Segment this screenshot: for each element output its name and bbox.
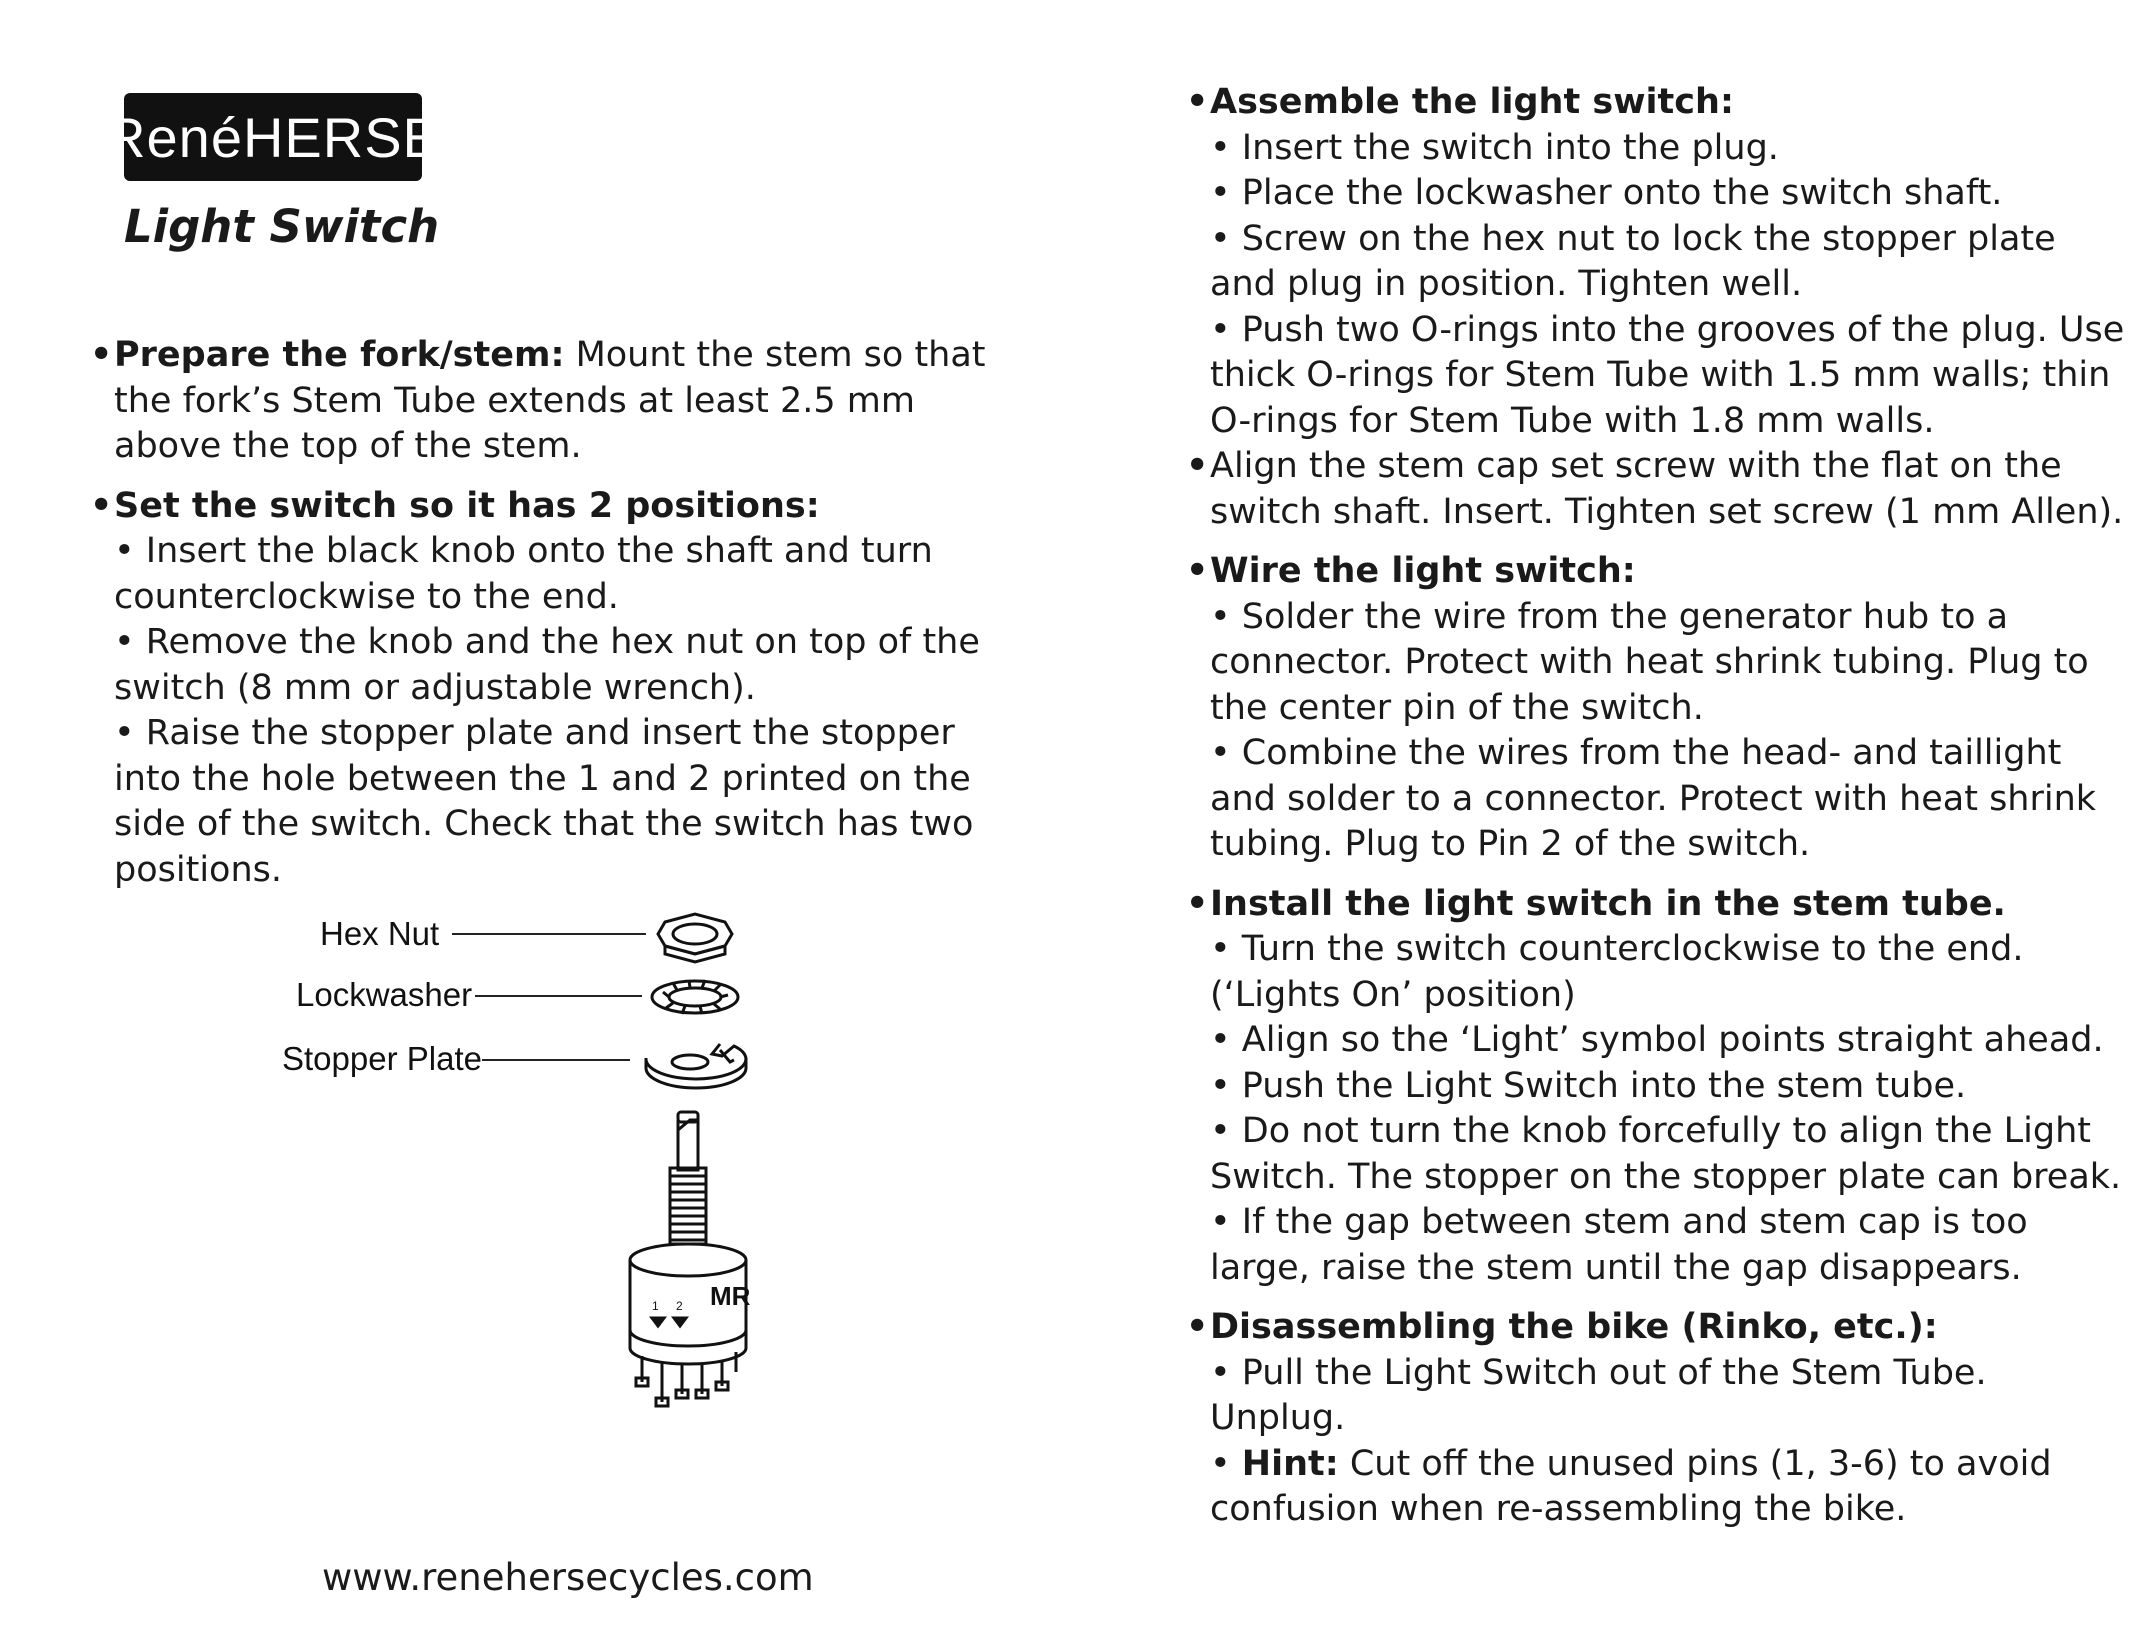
switch-marking: MR <box>710 1281 751 1311</box>
list-item: • Remove the knob and the hex nut on top of the switch (8 mm or adjustable wrench). <box>114 622 980 708</box>
list-item-text: Insert the black knob onto the shaft and turn counterclockwise to the end. <box>114 531 933 617</box>
logo-text: RenéHERSE <box>105 105 441 169</box>
list-item: • Place the lockwasher onto the switch shaft. <box>1210 173 2003 213</box>
pin-label: 1 <box>652 1299 659 1313</box>
list-item: • Screw on the hex nut to lock the stopper plate and plug in position. Tighten well. <box>1210 218 2056 304</box>
hex-nut-icon <box>658 914 732 962</box>
list-item: • Insert the black knob onto the shaft and turn counterclockwise to the end. <box>114 531 933 617</box>
section-disassembling <box>1186 1305 2131 1533</box>
label-stopper-plate: Stopper Plate <box>282 1040 482 1077</box>
list-item-text: Pull the Light Switch out of the Stem Tube. Unplug. <box>1210 1352 1987 1438</box>
list-item: • Turn the switch counterclockwise to the end. (‘Lights On’ position) <box>1210 929 2024 1015</box>
section-align-set-screw <box>1186 444 2131 535</box>
switch-body-icon <box>630 1112 746 1406</box>
page-title: Light Switch <box>124 200 440 253</box>
list-item-text: Screw on the hex nut to lock the stopper plate and plug in position. Tighten well. <box>1210 218 2056 304</box>
list-item-text: Solder the wire from the generator hub to a connector. Protect with heat shrink tubing. Plug to the center pin of the switch. <box>1210 596 2089 728</box>
list-item: • Push two O-rings into the grooves of the plug. Use thick O-rings for Stem Tube with 1.5 mm walls; thin O-rings for Stem Tube with 1.8 mm walls. <box>1210 309 2125 441</box>
website-url: www.renehersecycles.com <box>322 1556 814 1599</box>
list-item-text: Do not turn the knob forcefully to align the Light Switch. The stopper on the stopper plate can break. <box>1210 1111 2122 1197</box>
section-assemble-switch <box>1186 80 2131 444</box>
section-set-switch <box>90 484 1020 894</box>
left-column <box>90 333 1020 907</box>
exploded-diagram <box>270 900 770 1420</box>
list-item-text: Remove the knob and the hex nut on top of the switch (8 mm or adjustable wrench). <box>114 622 980 708</box>
section-heading: • Set the switch so it has 2 positions: <box>114 485 820 526</box>
hint-label: Hint: <box>1241 1443 1339 1484</box>
section-heading: • Assemble the light switch: <box>1210 82 1734 122</box>
stopper-plate-icon <box>646 1044 746 1088</box>
list-item: • Raise the stopper plate and insert the stopper into the hole between the 1 and 2 printed on the side of the switch. Check that the switch has two positions. <box>114 713 974 890</box>
section-install-switch <box>1186 882 2131 1292</box>
list-item: • Align so the ‘Light’ symbol points straight ahead. <box>1210 1020 2104 1060</box>
section-body: Mount the stem so that the fork’s Stem Tube extends at least 2.5 mm above the top of the stem. <box>114 335 986 466</box>
label-hex-nut: Hex Nut <box>320 915 440 952</box>
list-item-text: Place the lockwasher onto the switch shaft. <box>1241 173 2003 213</box>
list-item-text: Raise the stopper plate and insert the stopper into the hole between the 1 and 2 printed on the side of the switch. Check that the switch has two positions. <box>114 713 974 890</box>
section-prepare-fork <box>90 333 1020 470</box>
hint-item: • Hint: Cut off the unused pins (1, 3-6) to avoid confusion when re-assembling the bike. <box>1210 1443 2052 1529</box>
list-item-text: Push the Light Switch into the stem tube. <box>1241 1065 1967 1106</box>
lockwasher-icon <box>652 980 738 1014</box>
section-heading: • Wire the light switch: <box>1210 551 1636 591</box>
list-item: • Solder the wire from the generator hub to a connector. Protect with heat shrink tubing. Plug to the center pin of the switch. <box>1210 596 2089 728</box>
list-item-text: If the gap between stem and stem cap is too large, raise the stem until the gap disappears. <box>1210 1202 2028 1288</box>
list-item: • Push the Light Switch into the stem tube. <box>1210 1065 1967 1106</box>
section-heading: • Install the light switch in the stem tube. <box>1210 883 2006 924</box>
list-item: • If the gap between stem and stem cap is too large, raise the stem until the gap disappears. <box>1210 1202 2028 1288</box>
list-item-text: Insert the switch into the plug. <box>1241 127 1779 168</box>
section-wire-switch <box>1186 549 2131 868</box>
section-body: Align the stem cap set screw with the flat on the switch shaft. Insert. Tighten set screw (1 mm Allen). <box>1210 446 2124 532</box>
list-item-text: Combine the wires from the head- and taillight and solder to a connector. Protect with heat shrink tubing. Plug to Pin 2 of the switch. <box>1210 733 2097 864</box>
list-item: • Combine the wires from the head- and taillight and solder to a connector. Protect with heat shrink tubing. Plug to Pin 2 of the switch. <box>1210 733 2097 864</box>
section-heading: • Disassembling the bike (Rinko, etc.): <box>1210 1307 1938 1347</box>
label-lockwasher: Lockwasher <box>296 976 473 1013</box>
list-item: • Pull the Light Switch out of the Stem Tube. Unplug. <box>1210 1352 1987 1438</box>
pin-label: 2 <box>676 1299 683 1313</box>
hint-text: Cut off the unused pins (1, 3-6) to avoid confusion when re-assembling the bike. <box>1210 1443 2052 1529</box>
right-column <box>1186 80 2131 1547</box>
list-item-text: Turn the switch counterclockwise to the end. (‘Lights On’ position) <box>1210 929 2024 1015</box>
list-item: • Insert the switch into the plug. <box>1210 127 1779 168</box>
list-item-text: Align so the ‘Light’ symbol points straight ahead. <box>1241 1020 2104 1060</box>
brand-logo <box>105 93 441 181</box>
list-item-text: Push two O-rings into the grooves of the plug. Use thick O-rings for Stem Tube with 1.5 mm walls; thin O-rings for Stem Tube with 1.8 mm walls. <box>1210 309 2125 441</box>
list-item: • Do not turn the knob forcefully to align the Light Switch. The stopper on the stopper plate can break. <box>1210 1111 2122 1197</box>
section-heading: Prepare the fork/stem: <box>114 335 565 375</box>
